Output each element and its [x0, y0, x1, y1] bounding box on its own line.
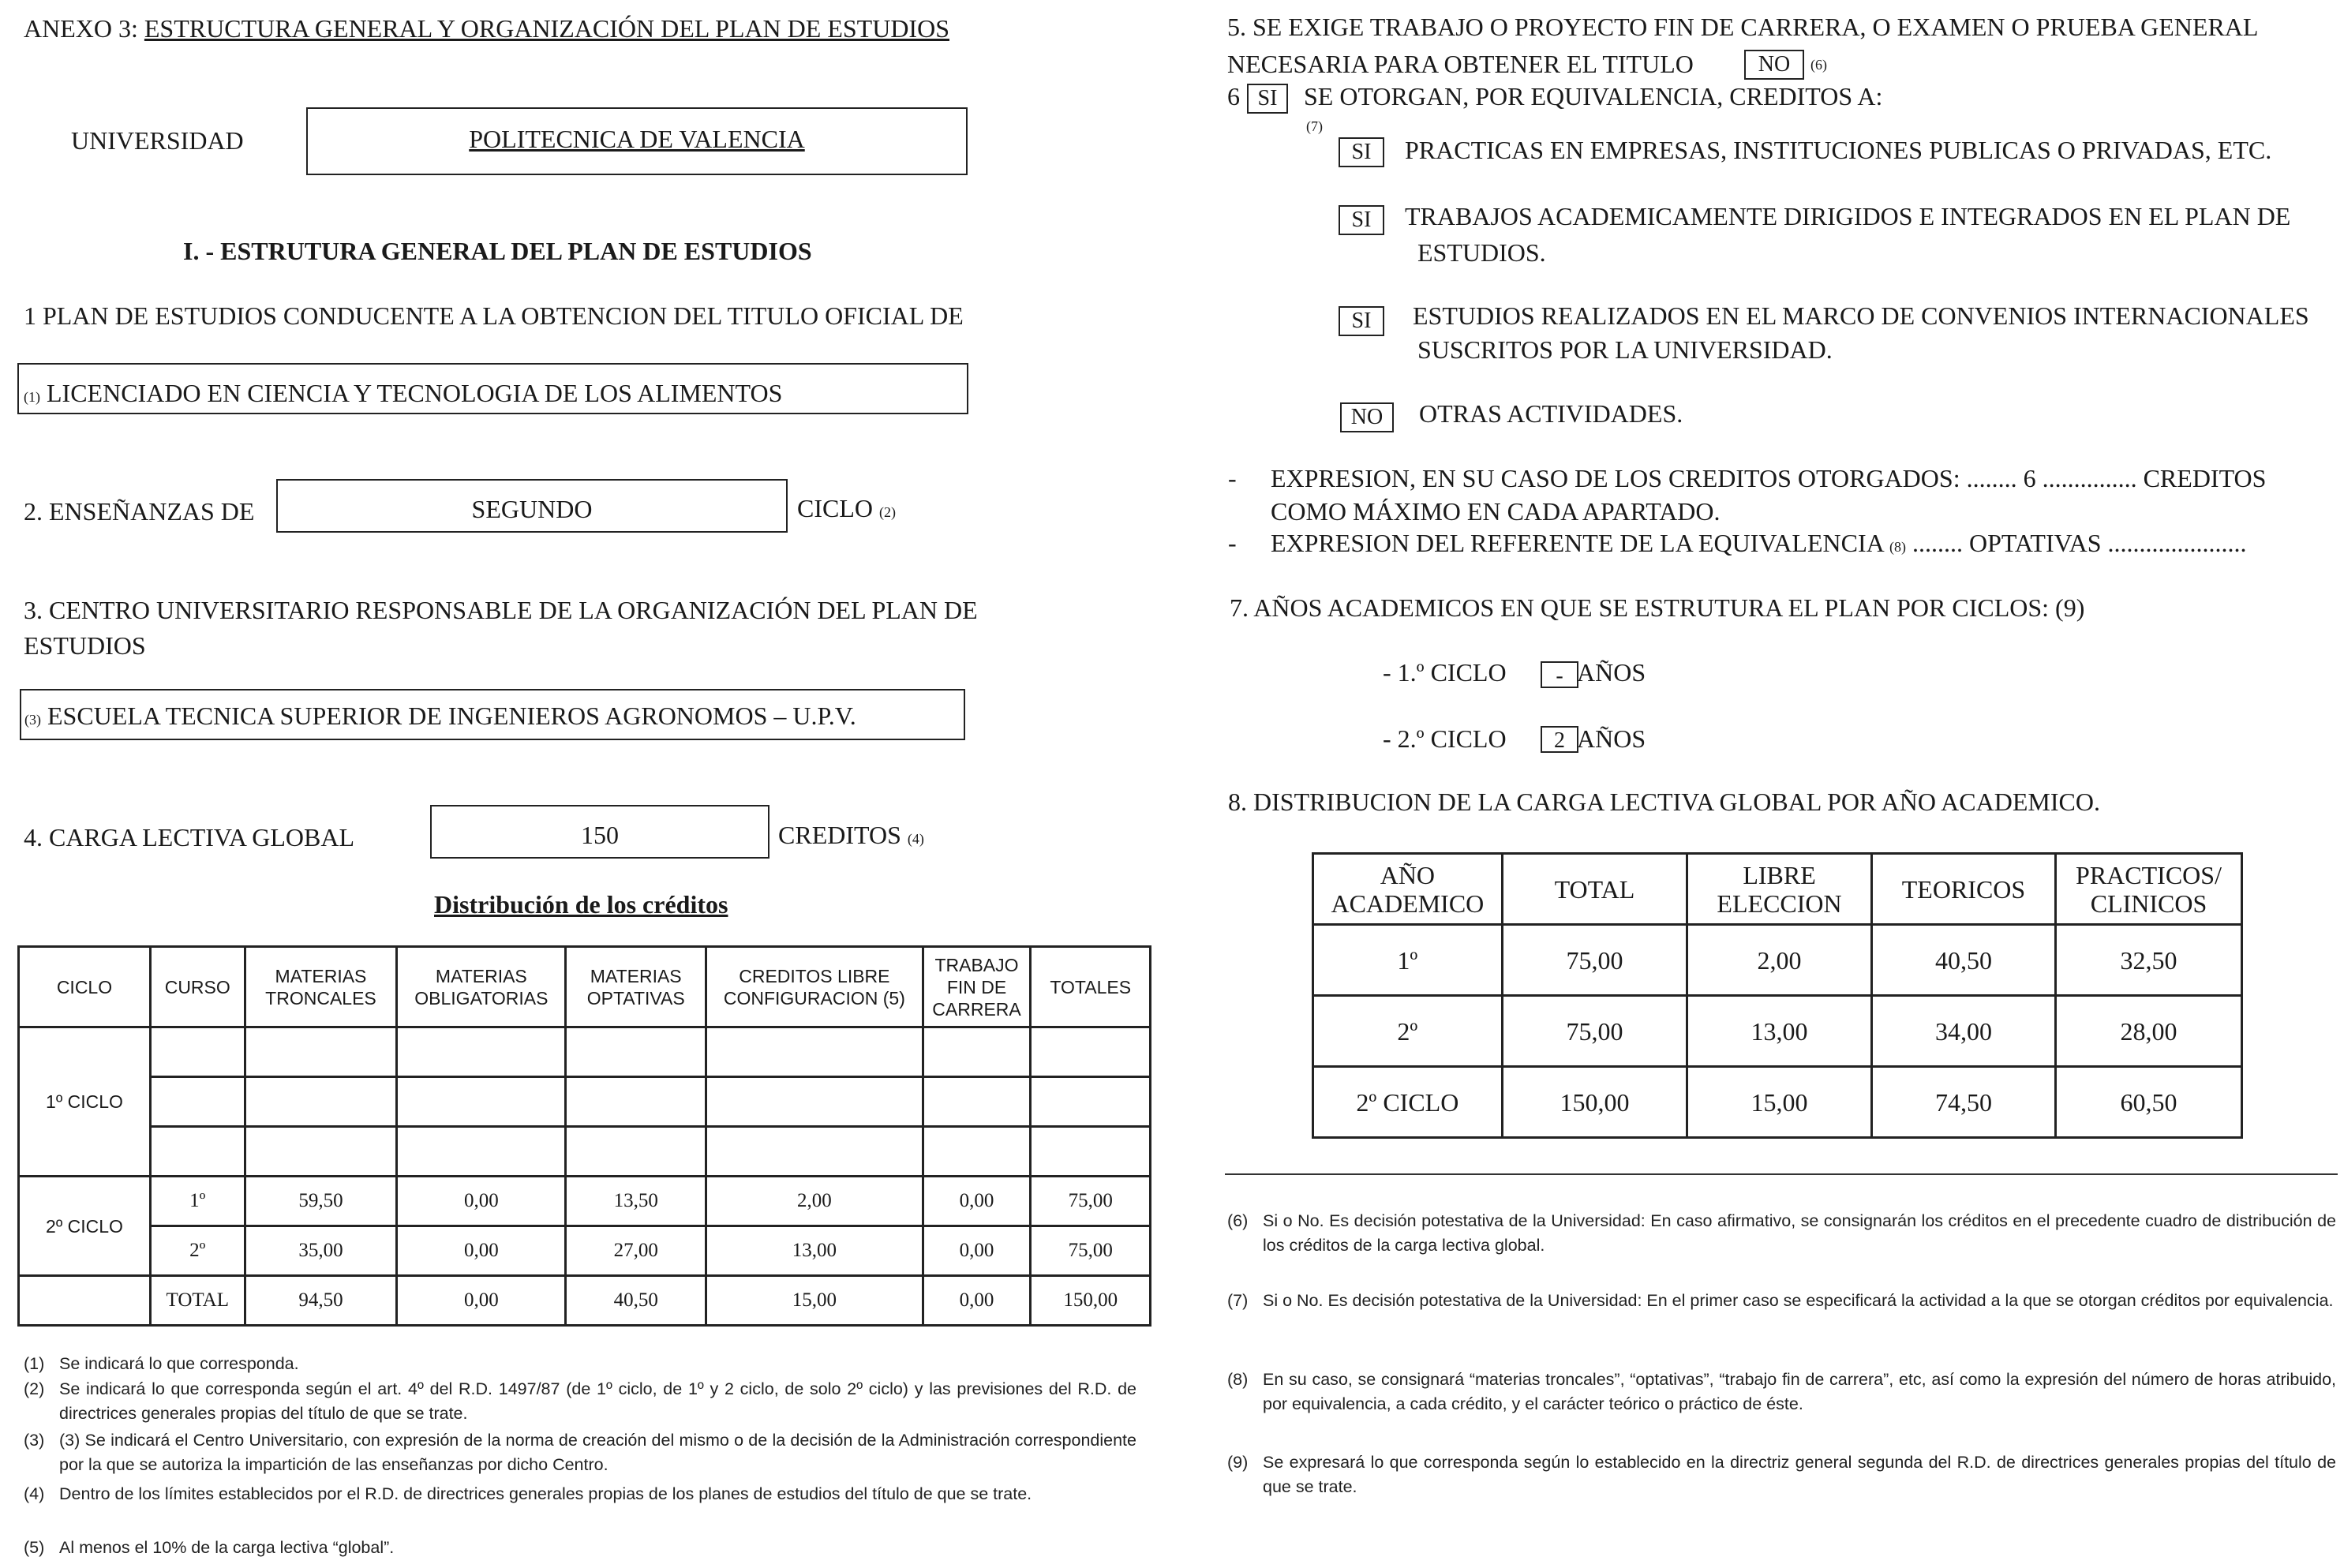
- item5-line2: NECESARIA PARA OBTENER EL TITULO: [1227, 50, 1694, 78]
- annex-prefix: ANEXO 3:: [24, 14, 144, 43]
- footnote-text: En su caso, se consignará “materias troncales”, “optativas”, “trabajo fin de carrera”, etc, así como la expresión del número de horas atribuido, por equivalencia, a cada crédito, y el carácter teórico o práctico de éste.: [1263, 1370, 2336, 1413]
- footnote-5: [24, 1536, 1136, 1561]
- item2-suffix-text: CICLO: [797, 494, 873, 522]
- empty-cell: [923, 1127, 1031, 1177]
- item6-text: SE OTORGAN, POR EQUIVALENCIA, CREDITOS A:: [1304, 82, 1883, 110]
- footnote-number: (5): [24, 1538, 45, 1557]
- annex-heading: [24, 14, 949, 43]
- table-row: [19, 1127, 1151, 1177]
- option-box-trabajos: SI: [1339, 205, 1384, 235]
- header-trabajo-fin: TRABAJO FIN DE CARRERA: [923, 947, 1031, 1027]
- item4-mark: (4): [907, 831, 924, 847]
- table-row-total: [19, 1276, 1151, 1326]
- footnote-number: (2): [24, 1379, 45, 1398]
- libre-cell: 2,00: [1687, 925, 1872, 996]
- curso-cell: 2º: [150, 1226, 245, 1276]
- libre-config-cell: 13,00: [706, 1226, 923, 1276]
- item2-suffix: [797, 494, 896, 523]
- troncales-cell: 59,50: [245, 1177, 397, 1226]
- teoricos-cell: 74,50: [1871, 1067, 2055, 1138]
- centro-value: ESCUELA TECNICA SUPERIOR DE INGENIEROS AGRONOMOS – U.P.V.: [47, 702, 856, 730]
- obligatorias-cell: 0,00: [397, 1276, 566, 1326]
- carga-box: [430, 805, 769, 859]
- table-row: [1313, 996, 2242, 1067]
- libre-cell: 13,00: [1687, 996, 1872, 1067]
- footnote-6: [1227, 1209, 2336, 1259]
- dist-title: Distribución de los créditos: [434, 890, 728, 919]
- option-box-otras: NO: [1340, 402, 1394, 432]
- footnote-number: (8): [1227, 1370, 1249, 1389]
- item6-prefix: 6: [1227, 82, 1240, 110]
- item8-text: 8. DISTRIBUCION DE LA CARGA LECTIVA GLOBAL POR AÑO ACADEMICO.: [1228, 788, 2100, 816]
- obligatorias-cell: 0,00: [397, 1226, 566, 1276]
- header-totales: TOTALES: [1031, 947, 1151, 1027]
- empty-cell: [566, 1027, 706, 1077]
- empty-cell: [245, 1077, 397, 1127]
- footnote-text: (3) Se indicará el Centro Universitario, con expresión de la norma de creación del mismo o de la decisión de la Administración correspondiente por la que se autoriza la impartición de las enseñanzas por dicho Centro.: [59, 1431, 1136, 1474]
- footnote-text: Si o No. Es decisión potestativa de la Universidad: En caso afirmativo, se consignarán los créditos en el precedente cuadro de distribución de los créditos de la carga lectiva global.: [1263, 1211, 2336, 1255]
- ciclo1-anos: AÑOS: [1577, 658, 1646, 687]
- ciclo2-box: 2: [1541, 726, 1578, 753]
- item1-mark: (1): [24, 389, 40, 405]
- header-ciclo: CICLO: [19, 947, 151, 1027]
- footnote-9: [1227, 1450, 2336, 1501]
- footnote-text: Se indicará lo que corresponda.: [59, 1354, 299, 1373]
- ciclo2-label: - 2.º CICLO: [1383, 724, 1507, 753]
- empty-cell: [245, 1027, 397, 1077]
- header-practicos: PRACTICOS/ CLINICOS: [2056, 854, 2242, 925]
- header-libre: LIBRE ELECCION: [1687, 854, 1872, 925]
- total-cell: 75,00: [1502, 996, 1687, 1067]
- option-trabajos-line2: ESTUDIOS.: [1417, 238, 1546, 267]
- teoricos-cell: 34,00: [1871, 996, 2055, 1067]
- empty-cell: [397, 1077, 566, 1127]
- teoricos-cell: 40,50: [1871, 925, 2055, 996]
- table-row: [19, 1077, 1151, 1127]
- ciclo-box: [276, 479, 788, 533]
- empty-cell: [397, 1027, 566, 1077]
- empty-cell: [1031, 1077, 1151, 1127]
- libre-config-cell: 2,00: [706, 1177, 923, 1226]
- optativas-cell: 13,50: [566, 1177, 706, 1226]
- bullet-expr2: -: [1228, 529, 1237, 557]
- expr2-text: EXPRESION DEL REFERENTE DE LA EQUIVALENCIA: [1271, 529, 1883, 557]
- creditos-header-row: [19, 947, 1151, 1027]
- footnote-2: [24, 1377, 1136, 1428]
- centro-box: [20, 689, 965, 740]
- header-libre-config: CREDITOS LIBRE CONFIGURACION (5): [706, 947, 923, 1027]
- item3-line2: ESTUDIOS: [24, 631, 146, 660]
- table-row: [19, 1177, 1151, 1226]
- footnote-text: Dentro de los límites establecidos por el R.D. de directrices generales propias de los planes de estudios del título de que se trate.: [59, 1484, 1032, 1503]
- item3-line1: 3. CENTRO UNIVERSITARIO RESPONSABLE DE LA ORGANIZACIÓN DEL PLAN DE: [24, 596, 978, 624]
- option-convenios-line2: SUSCRITOS POR LA UNIVERSIDAD.: [1417, 335, 1833, 364]
- empty-cell: [19, 1276, 151, 1326]
- obligatorias-cell: 0,00: [397, 1177, 566, 1226]
- ciclo1-box: -: [1541, 661, 1578, 688]
- expr2-mark: (8): [1889, 539, 1906, 555]
- titulo-value: LICENCIADO EN CIENCIA Y TECNOLOGIA DE LOS ALIMENTOS: [47, 379, 783, 407]
- option-practicas: PRACTICAS EN EMPRESAS, INSTITUCIONES PUBLICAS O PRIVADAS, ETC.: [1405, 136, 2272, 164]
- empty-cell: [923, 1027, 1031, 1077]
- header-curso: CURSO: [150, 947, 245, 1027]
- anio-cell: 2º: [1313, 996, 1503, 1067]
- centro-text: [24, 702, 856, 731]
- universidad-value: POLITECNICA DE VALENCIA: [469, 125, 805, 153]
- empty-cell: [706, 1027, 923, 1077]
- footnote-4: [24, 1482, 1136, 1532]
- empty-cell: [397, 1127, 566, 1177]
- empty-cell: [1031, 1127, 1151, 1177]
- expr2-tail: ........ OPTATIVAS ......................: [1912, 529, 2247, 557]
- total-cell: 150,00: [1502, 1067, 1687, 1138]
- option-box-convenios: SI: [1339, 306, 1384, 336]
- titulo-box: [17, 363, 968, 414]
- footnote-number: (3): [24, 1431, 45, 1450]
- section-title: I. - ESTRUTURA GENERAL DEL PLAN DE ESTUDIOS: [183, 237, 812, 265]
- header-teoricos: TEORICOS: [1871, 854, 2055, 925]
- option-otras: OTRAS ACTIVIDADES.: [1419, 399, 1683, 428]
- ciclo1-cell: 1º CICLO: [19, 1027, 151, 1177]
- trabajo-fin-cell: 0,00: [923, 1226, 1031, 1276]
- practicos-cell: 32,50: [2056, 925, 2242, 996]
- footnote-text: Al menos el 10% de la carga lectiva “global”.: [59, 1538, 395, 1557]
- footnote-1: [24, 1352, 1136, 1377]
- item2-label: 2. ENSEÑANZAS DE: [24, 497, 255, 526]
- item4-label: 4. CARGA LECTIVA GLOBAL: [24, 823, 354, 851]
- footnote-text: Si o No. Es decisión potestativa de la Universidad: En el primer caso se especificará la actividad a la que se otorgan créditos por equivalencia.: [1263, 1291, 2334, 1310]
- item7-text: 7. AÑOS ACADEMICOS EN QUE SE ESTRUTURA EL PLAN POR CICLOS: (9): [1230, 593, 2085, 622]
- empty-cell: [706, 1127, 923, 1177]
- totales-cell: 150,00: [1031, 1276, 1151, 1326]
- header-troncales: MATERIAS TRONCALES: [245, 947, 397, 1027]
- carga-value: 150: [581, 821, 619, 849]
- footnote-8: [1227, 1368, 2336, 1418]
- footnote-number: (4): [24, 1484, 45, 1503]
- expr1-line1: EXPRESION, EN SU CASO DE LOS CREDITOS OTORGADOS: ........ 6 ............... CREDITOS: [1271, 464, 2267, 492]
- anio-cell: 1º: [1313, 925, 1503, 996]
- empty-cell: [566, 1127, 706, 1177]
- curso-cell: TOTAL: [150, 1276, 245, 1326]
- footnote-number: (6): [1227, 1211, 1249, 1230]
- header-optativas: MATERIAS OPTATIVAS: [566, 947, 706, 1027]
- footnote-text: Se expresará lo que corresponda según lo establecido en la directriz general segunda del R.D. de directrices generales propias del título de que se trate.: [1263, 1453, 2336, 1496]
- anio-header-row: [1313, 854, 2242, 925]
- practicos-cell: 28,00: [2056, 996, 2242, 1067]
- creditos-table: [17, 945, 1151, 1327]
- footnote-text: Se indicará lo que corresponda según el art. 4º del R.D. 1497/87 (de 1º ciclo, de 1º y 2 ciclo, de solo 2º ciclo) y las previsiones del R.D. de directrices generales propias del título de que se trate.: [59, 1379, 1136, 1423]
- option-convenios-line1: ESTUDIOS REALIZADOS EN EL MARCO DE CONVENIOS INTERNACIONALES: [1413, 301, 2309, 330]
- ciclo2-anos: AÑOS: [1577, 724, 1646, 753]
- item4-suffix-text: CREDITOS: [778, 821, 901, 849]
- item6-mark: (7): [1306, 118, 1323, 134]
- trabajo-fin-cell: 0,00: [923, 1177, 1031, 1226]
- header-anio: AÑO ACADEMICO: [1313, 854, 1503, 925]
- table-row: [1313, 1067, 2242, 1138]
- footnote-3: [24, 1428, 1136, 1479]
- item2-mark: (2): [879, 504, 896, 520]
- total-cell: 75,00: [1502, 925, 1687, 996]
- empty-cell: [1031, 1027, 1151, 1077]
- troncales-cell: 94,50: [245, 1276, 397, 1326]
- practicos-cell: 60,50: [2056, 1067, 2242, 1138]
- footnote-7: [1227, 1289, 2336, 1339]
- table-row: [19, 1226, 1151, 1276]
- empty-cell: [923, 1077, 1031, 1127]
- libre-cell: 15,00: [1687, 1067, 1872, 1138]
- optativas-cell: 27,00: [566, 1226, 706, 1276]
- ciclo-value: SEGUNDO: [471, 495, 593, 523]
- libre-config-cell: 15,00: [706, 1276, 923, 1326]
- header-total: TOTAL: [1502, 854, 1687, 925]
- expr2-line: [1271, 529, 2247, 558]
- universidad-box: [306, 107, 968, 175]
- item5-box: NO: [1744, 50, 1804, 80]
- ciclo2-cell: 2º CICLO: [19, 1177, 151, 1276]
- item5-line1: 5. SE EXIGE TRABAJO O PROYECTO FIN DE CARRERA, O EXAMEN O PRUEBA GENERAL: [1227, 13, 2259, 41]
- footnote-number: (1): [24, 1354, 45, 1373]
- header-obligatorias: MATERIAS OBLIGATORIAS: [397, 947, 566, 1027]
- universidad-label: UNIVERSIDAD: [71, 126, 244, 155]
- empty-cell: [150, 1077, 245, 1127]
- ciclo1-label: - 1.º CICLO: [1383, 658, 1507, 687]
- item1-label: 1 PLAN DE ESTUDIOS CONDUCENTE A LA OBTENCION DEL TITULO OFICIAL DE: [24, 301, 964, 330]
- item6-box: SI: [1247, 84, 1288, 114]
- option-box-practicas: SI: [1339, 137, 1384, 167]
- totales-cell: 75,00: [1031, 1226, 1151, 1276]
- empty-cell: [150, 1027, 245, 1077]
- item3-mark: (3): [24, 712, 41, 728]
- table-row: [1313, 925, 2242, 996]
- curso-cell: 1º: [150, 1177, 245, 1226]
- item5-mark: (6): [1810, 57, 1827, 73]
- optativas-cell: 40,50: [566, 1276, 706, 1326]
- troncales-cell: 35,00: [245, 1226, 397, 1276]
- annex-title: ESTRUCTURA GENERAL Y ORGANIZACIÓN DEL PLAN DE ESTUDIOS: [144, 14, 949, 43]
- empty-cell: [150, 1127, 245, 1177]
- anio-cell: 2º CICLO: [1313, 1067, 1503, 1138]
- trabajo-fin-cell: 0,00: [923, 1276, 1031, 1326]
- footnote-number: (9): [1227, 1453, 1249, 1472]
- bullet-expr1: -: [1228, 464, 1237, 492]
- footnote-number: (7): [1227, 1291, 1249, 1310]
- footnote-divider: [1225, 1173, 2338, 1175]
- empty-cell: [566, 1077, 706, 1127]
- empty-cell: [245, 1127, 397, 1177]
- expr1-line2: COMO MÁXIMO EN CADA APARTADO.: [1271, 497, 1721, 526]
- table-row: [19, 1027, 1151, 1077]
- option-trabajos-line1: TRABAJOS ACADEMICAMENTE DIRIGIDOS E INTEGRADOS EN EL PLAN DE: [1405, 202, 2291, 230]
- item4-suffix: [778, 821, 924, 850]
- totales-cell: 75,00: [1031, 1177, 1151, 1226]
- anio-table: [1312, 852, 2243, 1139]
- titulo-text: [24, 379, 782, 408]
- empty-cell: [706, 1077, 923, 1127]
